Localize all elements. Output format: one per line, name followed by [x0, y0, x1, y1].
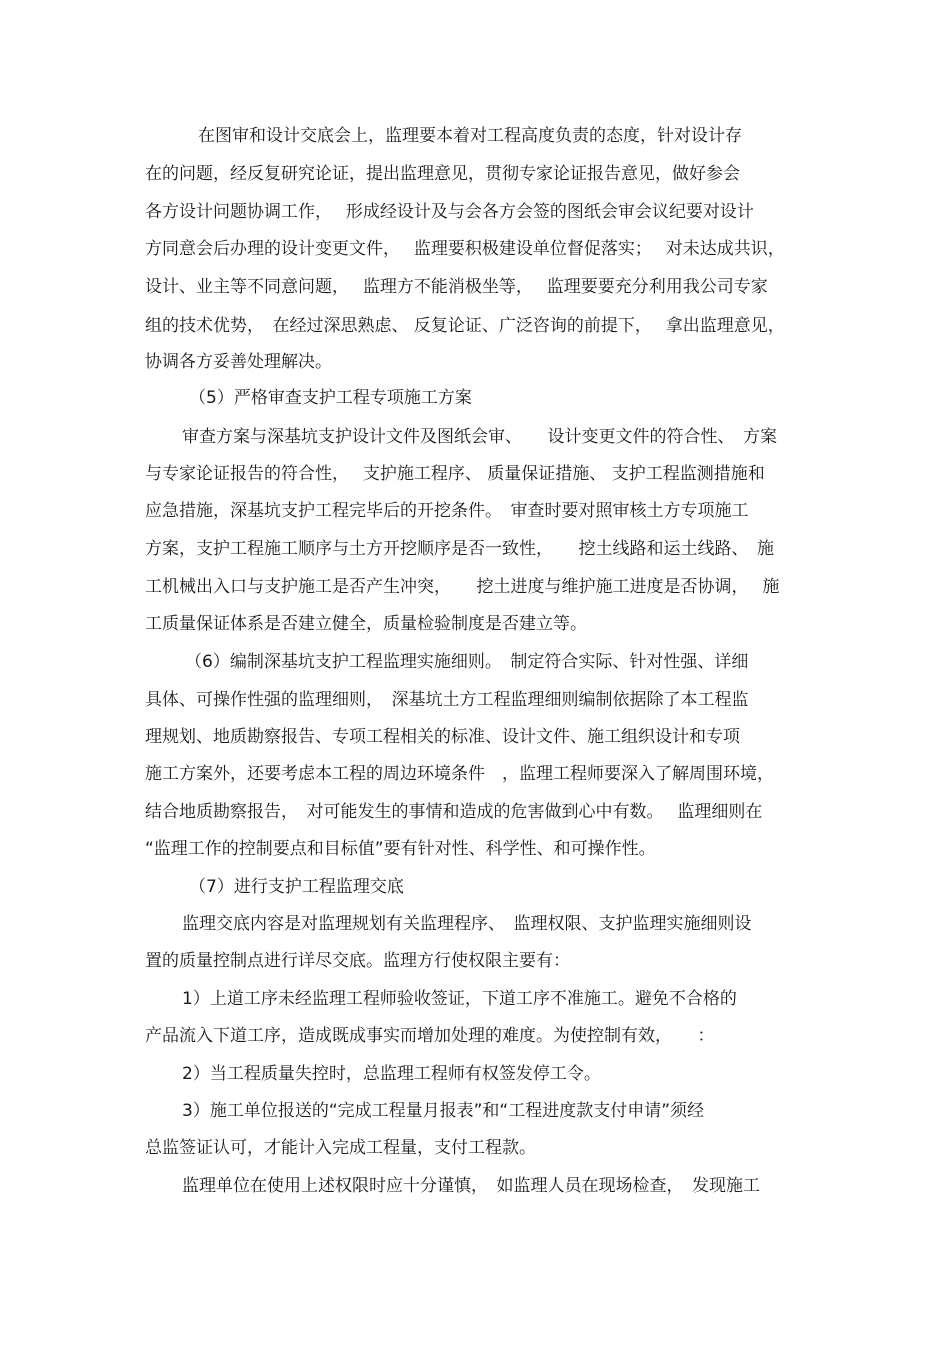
paragraph-line: 与专家论证报告的符合性， 支护施工程序、 质量保证措施、 支护工程监测措施和 — [145, 464, 765, 484]
paragraph-line: 组的技术优势， 在经过深思熟虑、 反复论证、广泛咨询的前提下， 拿出监理意见， — [145, 316, 785, 336]
section-heading-5: （5）严格审查支护工程专项施工方案 — [189, 388, 472, 408]
paragraph-line: 审查方案与深基坑支护设计文件及图纸会审、 设计变更文件的符合性、 方案 — [182, 427, 777, 447]
paragraph-line: 工质量保证体系是否建立健全，质量检验制度是否建立等。 — [145, 614, 587, 634]
paragraph-line: 在的问题，经反复研究论证，提出监理意见，贯彻专家论证报告意见，做好参会 — [145, 164, 740, 184]
list-item-3: 3）施工单位报送的“完成工程量月报表”和“工程进度款支付申请”须经 — [182, 1101, 705, 1121]
paragraph-line: 置的质量控制点进行详尽交底。监理方行使权限主要有： — [145, 951, 570, 971]
paragraph-line: “监理工作的控制要点和目标值”要有针对性、科学性、和可操作性。 — [145, 839, 656, 859]
paragraph-line: 产品流入下道工序，造成既成事实而增加处理的难度。为使控制有效， ： — [145, 1026, 715, 1046]
paragraph-line: 具体、可操作性强的监理细则， 深基坑土方工程监理细则编制依据除了本工程监 — [145, 690, 749, 710]
paragraph-line: 监理单位在使用上述权限时应十分谨慎， 如监理人员在现场检查， 发现施工 — [182, 1176, 760, 1196]
paragraph-line: 在图审和设计交底会上，监理要本着对工程高度负责的态度，针对设计存 — [198, 126, 742, 146]
paragraph-line: 设计、业主等不同意问题， 监理方不能消极坐等， 监理要要充分利用我公司专家 — [145, 277, 768, 297]
section-heading-6: （6）编制深基坑支护工程监理实施细则。 制定符合实际、针对性强、详细 — [185, 652, 749, 672]
paragraph-line: 协调各方妥善处理解决。 — [145, 352, 332, 372]
paragraph-line: 方同意会后办理的设计变更文件， 监理要积极建设单位督促落实； 对未达成共识， — [145, 239, 785, 259]
paragraph-line: 理规划、地质勘察报告、专项工程相关的标准、设计文件、施工组织设计和专项 — [145, 727, 740, 747]
section-heading-7: （7）进行支护工程监理交底 — [189, 877, 404, 897]
paragraph-line: 应急措施，深基坑支护工程完毕后的开挖条件。 审查时要对照审核土方专项施工 — [145, 501, 749, 521]
paragraph-line: 各方设计问题协调工作， 形成经设计及与会各方会签的图纸会审会议纪要对设计 — [145, 202, 754, 222]
list-item-1: 1）上道工序未经监理工程师验收签证，下道工序不准施工。避免不合格的 — [182, 989, 737, 1009]
paragraph-line: 总监签证认可，才能计入完成工程量，支付工程款。 — [145, 1138, 536, 1158]
list-item-2: 2）当工程质量失控时，总监理工程师有权签发停工令。 — [182, 1064, 601, 1084]
paragraph-line: 工机械出入口与支护施工是否产生冲突， 挖土进度与维护施工进度是否协调， 施 — [145, 577, 780, 597]
paragraph-line: 结合地质勘察报告， 对可能发生的事情和造成的危害做到心中有数。 监理细则在 — [145, 802, 763, 822]
paragraph-line: 施工方案外，还要考虑本工程的周边环境条件 ，监理工程师要深入了解周围环境， — [145, 764, 774, 784]
paragraph-line: 方案，支护工程施工顺序与土方开挖顺序是否一致性， 挖土线路和运土线路、 施 — [145, 539, 774, 559]
paragraph-line: 监理交底内容是对监理规划有关监理程序、 监理权限、支护监理实施细则设 — [182, 914, 752, 934]
